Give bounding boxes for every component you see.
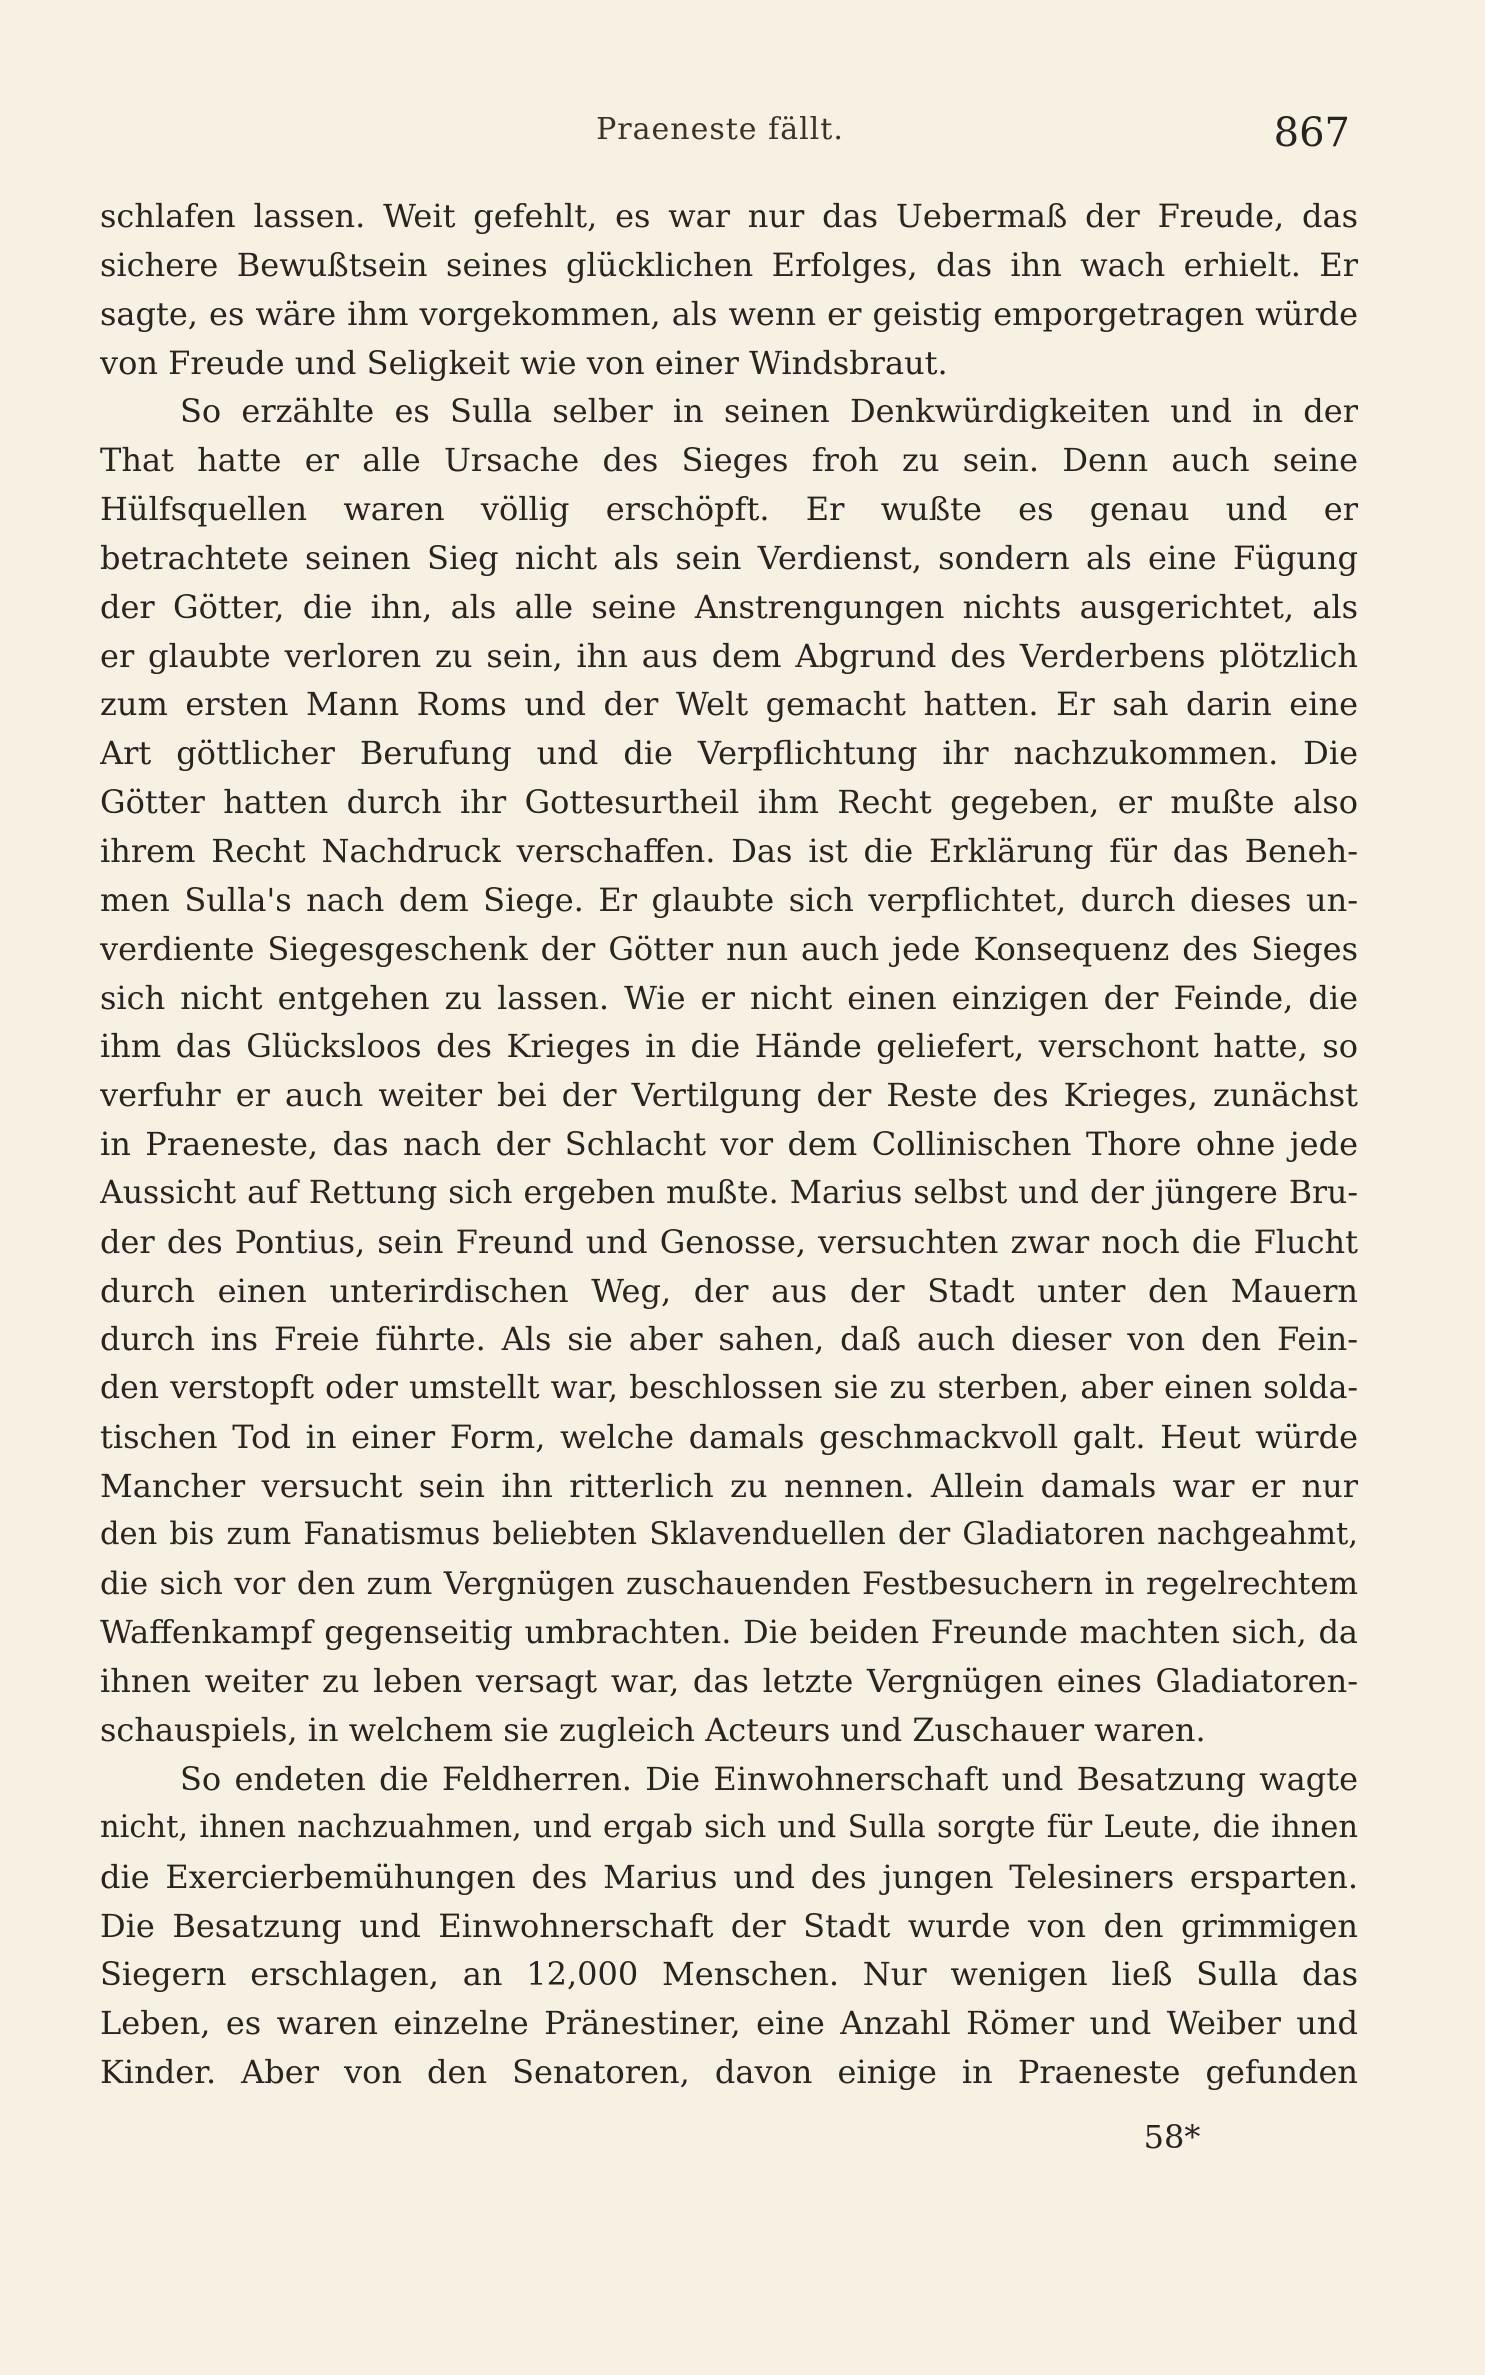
text-line: Kinder. Aber von den Senatoren, davon einige in Praeneste gefunden [100, 2053, 1358, 2092]
text-line: von Freude und Seligkeit wie von einer Windsbraut. [100, 343, 948, 382]
text-line: die sich vor den zum Vergnügen zuschauenden Festbesuchern in regelrechtem [100, 1565, 1358, 1602]
text-line: sichere Bewußtsein seines glücklichen Erfolges, das ihn wach erhielt. Er [100, 245, 1358, 284]
text-line: Siegern erschlagen, an 12,000 Menschen. Nur wenigen ließ Sulla das [100, 1955, 1358, 1994]
text-line: ihnen weiter zu leben versagt war, das letzte Vergnügen eines Gladiatoren- [100, 1662, 1358, 1701]
text-line: ihrem Recht Nachdruck verschaffen. Das ist die Erklärung für das Beneh- [100, 831, 1358, 870]
text-line: der des Pontius, sein Freund und Genosse, versuchten zwar noch die Flucht [100, 1222, 1358, 1261]
text-line: Aussicht auf Rettung sich ergeben mußte. Marius selbst und der jüngere Bru- [100, 1174, 1358, 1211]
text-line: zum ersten Mann Roms und der Welt gemacht hatten. Er sah darin eine [100, 685, 1358, 724]
text-line: nicht, ihnen nachzuahmen, und ergab sich und Sulla sorgte für Leute, die ihnen [100, 1809, 1358, 1845]
text-line: That hatte er alle Ursache des Sieges froh zu sein. Denn auch seine [100, 441, 1358, 480]
page-number: 867 [1273, 110, 1350, 156]
text-line: Die Besatzung und Einwohnerschaft der Stadt wurde von den grimmigen [100, 1906, 1358, 1945]
text-line: Waffenkampf gegenseitig umbrachten. Die beiden Freunde machten sich, da [100, 1613, 1358, 1652]
text-line: Leben, es waren einzelne Pränestiner, eine Anzahl Römer und Weiber und [100, 2004, 1358, 2043]
text-line: Art göttlicher Berufung und die Verpflichtung ihr nachzukommen. Die [100, 734, 1358, 773]
running-title: Praeneste fällt. [596, 112, 844, 147]
text-line: Hülfsquellen waren völlig erschöpft. Er wußte es genau und er [100, 490, 1358, 529]
text-line: Mancher versucht sein ihn ritterlich zu nennen. Allein damals war er nur [100, 1466, 1358, 1505]
text-line: So endeten die Feldherren. Die Einwohnerschaft und Besatzung wagte [180, 1760, 1358, 1798]
text-line: men Sulla's nach dem Siege. Er glaubte sich verpflichtet, durch dieses un- [100, 880, 1358, 919]
text-line: sich nicht entgehen zu lassen. Wie er nicht einen einzigen der Feinde, die [100, 978, 1358, 1017]
text-line: schlafen lassen. Weit gefehlt, es war nur das Uebermaß der Freude, das [100, 197, 1358, 235]
text-line: sagte, es wäre ihm vorgekommen, als wenn er geistig emporgetragen würde [100, 294, 1358, 333]
text-line: er glaubte verloren zu sein, ihn aus dem Abgrund des Verderbens plötzlich [100, 636, 1358, 675]
paragraph [100, 387, 1358, 1755]
text-line: verfuhr er auch weiter bei der Vertilgung der Reste des Krieges, zunächst [100, 1076, 1358, 1115]
signature-mark: 58* [1143, 2118, 1201, 2156]
text-line: tischen Tod in einer Form, welche damals geschmackvoll galt. Heut würde [100, 1418, 1358, 1457]
text-line: den verstopft oder umstellt war, beschlossen sie zu sterben, aber einen solda- [100, 1370, 1358, 1407]
body-text [100, 192, 1358, 2097]
text-line: ihm das Glücksloos des Krieges in die Hände geliefert, verschont hatte, so [100, 1027, 1358, 1066]
text-line: Götter hatten durch ihr Gottesurtheil ihm Recht gegeben, er mußte also [100, 783, 1358, 822]
text-line: in Praeneste, das nach der Schlacht vor dem Collinischen Thore ohne jede [100, 1125, 1358, 1164]
paragraph [100, 192, 1358, 387]
text-line: durch einen unterirdischen Weg, der aus der Stadt unter den Mauern [100, 1271, 1358, 1310]
text-line: betrachtete seinen Sieg nicht als sein Verdienst, sondern als eine Fügung [100, 538, 1358, 577]
text-line: So erzählte es Sulla selber in seinen Denkwürdigkeiten und in der [180, 392, 1358, 431]
paragraph [100, 1755, 1358, 2097]
text-line: schauspiels, in welchem sie zugleich Acteurs und Zuschauer waren. [100, 1711, 1206, 1750]
text-line: die Exercierbemühungen des Marius und des jungen Telesiners ersparten. [100, 1857, 1358, 1896]
text-line: der Götter, die ihn, als alle seine Anstrengungen nichts ausgerichtet, als [100, 587, 1358, 626]
text-line: den bis zum Fanatismus beliebten Sklavenduellen der Gladiatoren nachgeahmt, [100, 1516, 1358, 1552]
text-line: durch ins Freie führte. Als sie aber sahen, daß auch dieser von den Fein- [100, 1320, 1358, 1359]
text-line: verdiente Siegesgeschenk der Götter nun auch jede Konsequenz des Sieges [100, 929, 1358, 968]
